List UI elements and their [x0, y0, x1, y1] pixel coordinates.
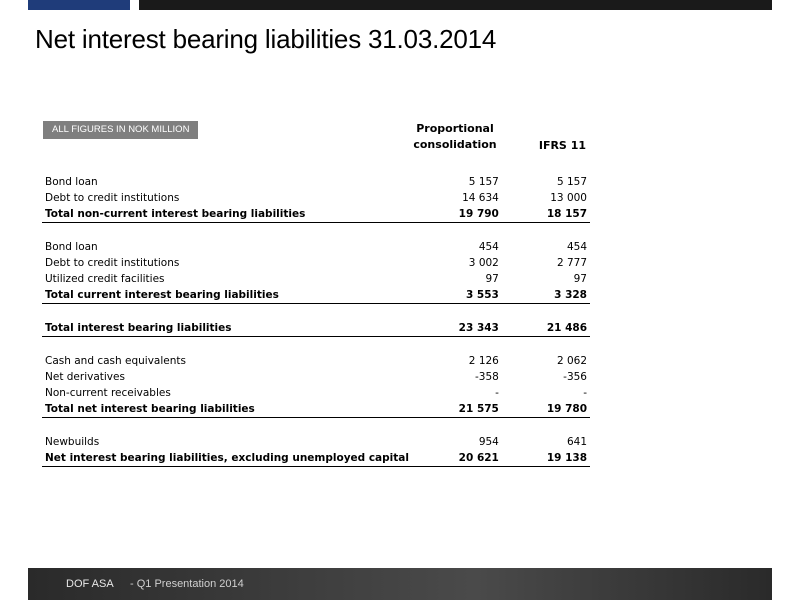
- row-value-proportional: 97: [485, 273, 499, 285]
- figures-unit-badge: ALL FIGURES IN NOK MILLION: [43, 121, 198, 139]
- top-dark-bar: [139, 0, 772, 10]
- top-accent-bar: [28, 0, 130, 10]
- column-header-proportional-line2: consolidation: [413, 138, 497, 151]
- row-value-proportional: 23 343: [412, 320, 502, 337]
- row-value-ifrs: 19 780: [502, 401, 590, 418]
- footer-org: DOF ASA: [66, 578, 114, 590]
- row-label: Net interest bearing liabilities, excluding unemployed capital: [42, 450, 412, 467]
- row-label: Newbuilds: [45, 436, 100, 448]
- spacer-cell: [42, 418, 590, 435]
- row-value-ifrs: 97: [573, 273, 587, 285]
- row-value-ifrs: 2 777: [556, 257, 587, 269]
- row-label: Total current interest bearing liabilities: [42, 287, 412, 304]
- spacer-cell: [42, 304, 590, 321]
- table-row: [42, 239, 590, 255]
- row-value-ifrs: 454: [566, 241, 587, 253]
- table-total-row: [42, 401, 590, 418]
- row-value-proportional: 21 575: [412, 401, 502, 418]
- row-value-ifrs: 3 328: [502, 287, 590, 304]
- table-row: [42, 353, 590, 369]
- row-value-ifrs: 18 157: [502, 206, 590, 223]
- row-label: Bond loan: [45, 241, 98, 253]
- column-header-ifrs: IFRS 11: [538, 139, 586, 152]
- spacer-cell: [42, 337, 590, 354]
- table-row: [42, 369, 590, 385]
- row-label: Total interest bearing liabilities: [42, 320, 412, 337]
- liabilities-table: [42, 174, 590, 467]
- table-total-row: [42, 320, 590, 337]
- table-row: [42, 271, 590, 287]
- row-value-ifrs: 21 486: [502, 320, 590, 337]
- row-value-proportional: 19 790: [412, 206, 502, 223]
- row-label: Debt to credit institutions: [45, 192, 180, 204]
- row-label: Net derivatives: [45, 371, 125, 383]
- row-value-ifrs: 641: [566, 436, 587, 448]
- table-row: [42, 385, 590, 401]
- table-row: [42, 255, 590, 271]
- column-header-proportional: [410, 121, 500, 153]
- liabilities-table-body: [42, 174, 590, 467]
- table-spacer-row: [42, 304, 590, 321]
- row-value-proportional: -358: [475, 371, 499, 383]
- row-value-proportional: 454: [478, 241, 499, 253]
- spacer-cell: [42, 223, 590, 240]
- row-value-ifrs: 2 062: [556, 355, 587, 367]
- row-label: Total net interest bearing liabilities: [42, 401, 412, 418]
- row-value-ifrs: -: [583, 387, 587, 399]
- row-value-proportional: 2 126: [468, 355, 499, 367]
- table-spacer-row: [42, 418, 590, 435]
- table-spacer-row: [42, 337, 590, 354]
- row-label: Non-current receivables: [45, 387, 171, 399]
- row-value-proportional: 3 553: [412, 287, 502, 304]
- row-value-ifrs: -356: [563, 371, 587, 383]
- table-spacer-row: [42, 223, 590, 240]
- row-value-ifrs: 5 157: [556, 176, 587, 188]
- table-total-row: [42, 450, 590, 467]
- row-value-proportional: 5 157: [468, 176, 499, 188]
- row-value-proportional: 20 621: [412, 450, 502, 467]
- page-title: Net interest bearing liabilities 31.03.2014: [35, 24, 497, 54]
- row-label: Cash and cash equivalents: [45, 355, 186, 367]
- row-value-proportional: 14 634: [462, 192, 499, 204]
- row-value-proportional: 3 002: [468, 257, 499, 269]
- row-label: Utilized credit facilities: [45, 273, 165, 285]
- row-value-proportional: -: [495, 387, 499, 399]
- row-label: Debt to credit institutions: [45, 257, 180, 269]
- table-row: [42, 190, 590, 206]
- table-row: [42, 174, 590, 190]
- table-row: [42, 434, 590, 450]
- table-total-row: [42, 206, 590, 223]
- table-total-row: [42, 287, 590, 304]
- row-value-ifrs: 13 000: [550, 192, 587, 204]
- row-label: Total non-current interest bearing liabilities: [42, 206, 412, 223]
- row-value-proportional: 954: [478, 436, 499, 448]
- row-label: Bond loan: [45, 176, 98, 188]
- footer-presentation: - Q1 Presentation 2014: [130, 578, 244, 590]
- column-header-proportional-line1: Proportional: [416, 122, 494, 135]
- footer-bar: [28, 568, 772, 600]
- row-value-ifrs: 19 138: [502, 450, 590, 467]
